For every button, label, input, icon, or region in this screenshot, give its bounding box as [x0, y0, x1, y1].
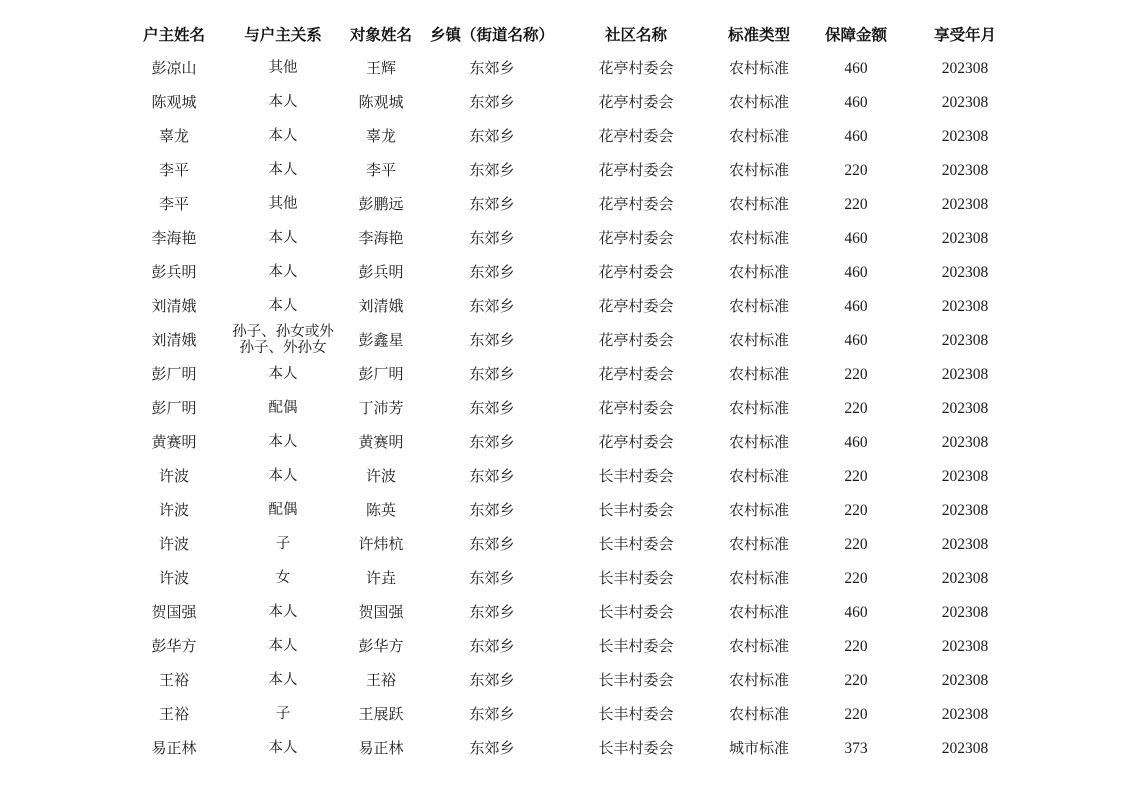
relationship-cell: 本人: [268, 604, 298, 620]
month-cell: 202308: [941, 297, 989, 315]
recipient-name-cell: 易正林: [358, 738, 404, 757]
township-cell: 东郊乡: [469, 636, 515, 655]
standard-type-cell: 农村标准: [728, 500, 789, 519]
community-cell: 长丰村委会: [598, 636, 674, 655]
table-row: [122, 221, 1026, 255]
amount-cell: 220: [844, 399, 868, 417]
header-community: 社区名称: [604, 26, 667, 44]
standard-type-cell: 农村标准: [728, 194, 789, 213]
relationship-cell: 本人: [268, 434, 298, 450]
table-row: [122, 731, 1026, 765]
month-cell: 202308: [941, 501, 989, 519]
standard-type-cell: 农村标准: [728, 670, 789, 689]
community-cell: 花亭村委会: [598, 58, 674, 77]
recipient-name-cell: 许炜杭: [358, 534, 404, 553]
month-cell: 202308: [941, 705, 989, 723]
table-row: [122, 697, 1026, 731]
amount-cell: 220: [844, 535, 868, 553]
header-relationship: 与户主关系: [244, 26, 322, 44]
standard-type-cell: 农村标准: [728, 92, 789, 111]
relationship-cell: 本人: [268, 230, 298, 246]
householder-name-cell: 李海艳: [151, 228, 197, 247]
relationship-cell: 孙子、孙女或外孙子、外孙女: [232, 324, 334, 356]
recipient-name-cell: 彭鹏远: [358, 194, 404, 213]
month-cell: 202308: [941, 229, 989, 247]
header-recipient-name: 对象姓名: [349, 26, 412, 44]
community-cell: 长丰村委会: [598, 500, 674, 519]
amount-cell: 460: [844, 229, 868, 247]
standard-type-cell: 农村标准: [728, 636, 789, 655]
standard-type-cell: 农村标准: [728, 58, 789, 77]
month-cell: 202308: [941, 433, 989, 451]
month-cell: 202308: [941, 93, 989, 111]
standard-type-cell: 城市标准: [728, 738, 789, 757]
community-cell: 花亭村委会: [598, 228, 674, 247]
header-township: 乡镇（街道名称）: [429, 26, 554, 44]
householder-name-cell: 易正林: [151, 738, 197, 757]
header-standard-type: 标准类型: [727, 26, 790, 44]
householder-name-cell: 许波: [158, 500, 189, 519]
recipient-name-cell: 黄赛明: [358, 432, 404, 451]
amount-cell: 220: [844, 637, 868, 655]
township-cell: 东郊乡: [469, 432, 515, 451]
householder-name-cell: 许波: [158, 534, 189, 553]
township-cell: 东郊乡: [469, 296, 515, 315]
community-cell: 花亭村委会: [598, 330, 674, 349]
amount-cell: 460: [844, 433, 868, 451]
table-row: [122, 459, 1026, 493]
community-cell: 长丰村委会: [598, 534, 674, 553]
month-cell: 202308: [941, 263, 989, 281]
table-row: [122, 527, 1026, 561]
standard-type-cell: 农村标准: [728, 466, 789, 485]
recipient-name-cell: 许垚: [365, 568, 396, 587]
standard-type-cell: 农村标准: [728, 160, 789, 179]
recipient-name-cell: 李平: [365, 160, 396, 179]
amount-cell: 220: [844, 671, 868, 689]
standard-type-cell: 农村标准: [728, 568, 789, 587]
table-row: [122, 629, 1026, 663]
table-row: [122, 85, 1026, 119]
recipient-name-cell: 王裕: [365, 670, 396, 689]
township-cell: 东郊乡: [469, 602, 515, 621]
recipient-name-cell: 许波: [365, 466, 396, 485]
month-cell: 202308: [941, 161, 989, 179]
township-cell: 东郊乡: [469, 330, 515, 349]
standard-type-cell: 农村标准: [728, 330, 789, 349]
community-cell: 花亭村委会: [598, 160, 674, 179]
householder-name-cell: 许波: [158, 466, 189, 485]
standard-type-cell: 农村标准: [728, 364, 789, 383]
community-cell: 长丰村委会: [598, 738, 674, 757]
month-cell: 202308: [941, 331, 989, 349]
recipient-name-cell: 彭兵明: [358, 262, 404, 281]
relationship-cell: 本人: [268, 740, 298, 756]
relief-roster-table: [122, 17, 1026, 765]
month-cell: 202308: [941, 569, 989, 587]
table-row: [122, 493, 1026, 527]
standard-type-cell: 农村标准: [728, 432, 789, 451]
table-row: [122, 663, 1026, 697]
month-cell: 202308: [941, 739, 989, 757]
amount-cell: 220: [844, 365, 868, 383]
householder-name-cell: 陈观城: [151, 92, 197, 111]
amount-cell: 460: [844, 297, 868, 315]
relationship-cell: 子: [275, 536, 291, 552]
recipient-name-cell: 彭厂明: [358, 364, 404, 383]
householder-name-cell: 刘清娥: [151, 330, 197, 349]
header-row: [122, 17, 1026, 51]
standard-type-cell: 农村标准: [728, 534, 789, 553]
community-cell: 长丰村委会: [598, 568, 674, 587]
table-row: [122, 425, 1026, 459]
township-cell: 东郊乡: [469, 262, 515, 281]
amount-cell: 220: [844, 569, 868, 587]
community-cell: 长丰村委会: [598, 466, 674, 485]
table-row: [122, 187, 1026, 221]
table-row: [122, 153, 1026, 187]
township-cell: 东郊乡: [469, 500, 515, 519]
householder-name-cell: 彭凉山: [151, 58, 197, 77]
amount-cell: 460: [844, 59, 868, 77]
community-cell: 花亭村委会: [598, 398, 674, 417]
month-cell: 202308: [941, 127, 989, 145]
amount-cell: 460: [844, 331, 868, 349]
standard-type-cell: 农村标准: [728, 126, 789, 145]
householder-name-cell: 彭厂明: [151, 398, 197, 417]
standard-type-cell: 农村标准: [728, 704, 789, 723]
community-cell: 花亭村委会: [598, 194, 674, 213]
month-cell: 202308: [941, 671, 989, 689]
relationship-cell: 本人: [268, 298, 298, 314]
community-cell: 花亭村委会: [598, 432, 674, 451]
recipient-name-cell: 贺国强: [358, 602, 404, 621]
community-cell: 长丰村委会: [598, 670, 674, 689]
recipient-name-cell: 王展跃: [358, 704, 404, 723]
community-cell: 花亭村委会: [598, 126, 674, 145]
standard-type-cell: 农村标准: [728, 602, 789, 621]
township-cell: 东郊乡: [469, 194, 515, 213]
householder-name-cell: 李平: [158, 194, 189, 213]
community-cell: 花亭村委会: [598, 296, 674, 315]
township-cell: 东郊乡: [469, 58, 515, 77]
relationship-cell: 其他: [268, 196, 298, 212]
township-cell: 东郊乡: [469, 126, 515, 145]
month-cell: 202308: [941, 603, 989, 621]
amount-cell: 460: [844, 93, 868, 111]
standard-type-cell: 农村标准: [728, 228, 789, 247]
householder-name-cell: 王裕: [158, 704, 189, 723]
header-month: 享受年月: [933, 26, 996, 44]
table-body: [122, 51, 1026, 765]
amount-cell: 460: [844, 127, 868, 145]
recipient-name-cell: 辜龙: [365, 126, 396, 145]
relationship-cell: 本人: [268, 638, 298, 654]
community-cell: 花亭村委会: [598, 92, 674, 111]
table-row: [122, 51, 1026, 85]
amount-cell: 460: [844, 263, 868, 281]
township-cell: 东郊乡: [469, 704, 515, 723]
householder-name-cell: 贺国强: [151, 602, 197, 621]
recipient-name-cell: 李海艳: [358, 228, 404, 247]
header-amount: 保障金额: [824, 26, 887, 44]
relationship-cell: 女: [275, 570, 291, 586]
householder-name-cell: 彭华方: [151, 636, 197, 655]
township-cell: 东郊乡: [469, 398, 515, 417]
month-cell: 202308: [941, 365, 989, 383]
recipient-name-cell: 陈观城: [358, 92, 404, 111]
table-row: [122, 255, 1026, 289]
township-cell: 东郊乡: [469, 738, 515, 757]
standard-type-cell: 农村标准: [728, 262, 789, 281]
householder-name-cell: 辜龙: [158, 126, 189, 145]
table-row: [122, 289, 1026, 323]
township-cell: 东郊乡: [469, 466, 515, 485]
standard-type-cell: 农村标准: [728, 296, 789, 315]
relationship-cell: 子: [275, 706, 291, 722]
amount-cell: 373: [844, 739, 868, 757]
table-row: [122, 391, 1026, 425]
month-cell: 202308: [941, 59, 989, 77]
relationship-cell: 本人: [268, 162, 298, 178]
householder-name-cell: 刘清娥: [151, 296, 197, 315]
householder-name-cell: 李平: [158, 160, 189, 179]
householder-name-cell: 许波: [158, 568, 189, 587]
recipient-name-cell: 刘清娥: [358, 296, 404, 315]
amount-cell: 220: [844, 501, 868, 519]
recipient-name-cell: 彭华方: [358, 636, 404, 655]
township-cell: 东郊乡: [469, 364, 515, 383]
table-row: [122, 323, 1026, 357]
relationship-cell: 本人: [268, 128, 298, 144]
recipient-name-cell: 丁沛芳: [358, 398, 404, 417]
standard-type-cell: 农村标准: [728, 398, 789, 417]
relationship-cell: 本人: [268, 468, 298, 484]
relationship-cell: 本人: [268, 94, 298, 110]
month-cell: 202308: [941, 535, 989, 553]
householder-name-cell: 王裕: [158, 670, 189, 689]
relief-roster-sheet: [122, 17, 1026, 765]
month-cell: 202308: [941, 195, 989, 213]
relationship-cell: 配偶: [268, 400, 298, 416]
township-cell: 东郊乡: [469, 568, 515, 587]
recipient-name-cell: 彭鑫星: [358, 330, 404, 349]
amount-cell: 220: [844, 195, 868, 213]
householder-name-cell: 彭兵明: [151, 262, 197, 281]
month-cell: 202308: [941, 467, 989, 485]
township-cell: 东郊乡: [469, 670, 515, 689]
community-cell: 花亭村委会: [598, 262, 674, 281]
householder-name-cell: 彭厂明: [151, 364, 197, 383]
community-cell: 花亭村委会: [598, 364, 674, 383]
table-row: [122, 357, 1026, 391]
township-cell: 东郊乡: [469, 92, 515, 111]
amount-cell: 460: [844, 603, 868, 621]
township-cell: 东郊乡: [469, 228, 515, 247]
table-row: [122, 119, 1026, 153]
amount-cell: 220: [844, 161, 868, 179]
relationship-cell: 本人: [268, 672, 298, 688]
community-cell: 长丰村委会: [598, 602, 674, 621]
table-row: [122, 561, 1026, 595]
relationship-cell: 其他: [268, 60, 298, 76]
month-cell: 202308: [941, 637, 989, 655]
township-cell: 东郊乡: [469, 160, 515, 179]
table-row: [122, 595, 1026, 629]
relationship-cell: 本人: [268, 366, 298, 382]
amount-cell: 220: [844, 705, 868, 723]
householder-name-cell: 黄赛明: [151, 432, 197, 451]
recipient-name-cell: 王辉: [365, 58, 396, 77]
relationship-cell: 本人: [268, 264, 298, 280]
month-cell: 202308: [941, 399, 989, 417]
township-cell: 东郊乡: [469, 534, 515, 553]
amount-cell: 220: [844, 467, 868, 485]
community-cell: 长丰村委会: [598, 704, 674, 723]
relationship-cell: 配偶: [268, 502, 298, 518]
header-householder-name: 户主姓名: [142, 26, 205, 44]
recipient-name-cell: 陈英: [365, 500, 396, 519]
